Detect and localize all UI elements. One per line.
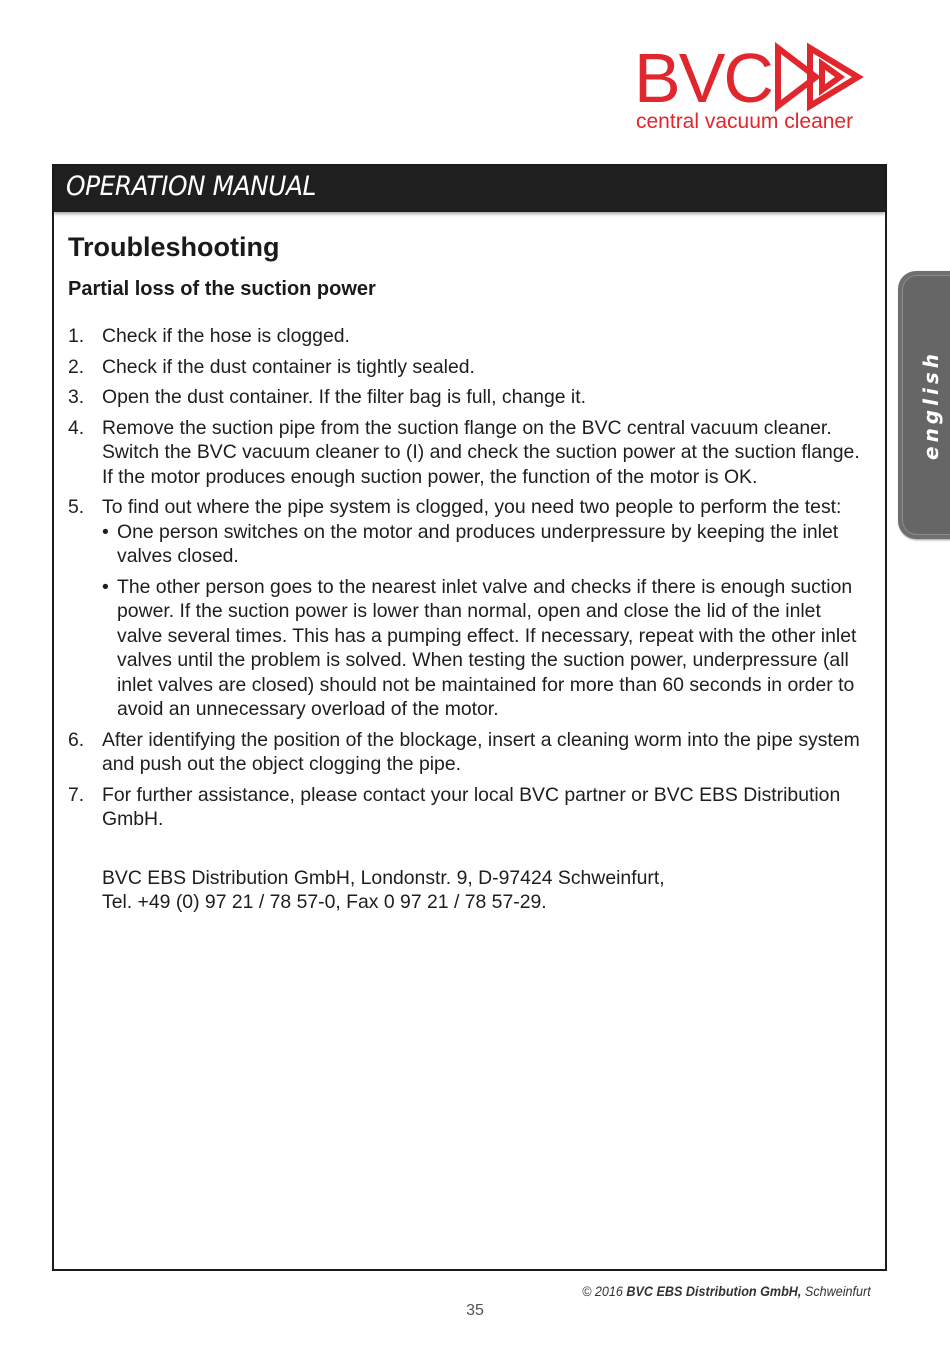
manual-frame: [52, 164, 887, 1271]
step-text: After identifying the position of the blockage, insert a cleaning worm into the pipe system and push out the object clogging the pipe.: [102, 728, 860, 775]
step-item: [68, 783, 868, 832]
step-number: 4.: [68, 416, 85, 439]
logo-arrow-mark-icon: [774, 42, 864, 112]
contact-address: [102, 866, 868, 915]
header-title: OPERATION MANUAL: [66, 171, 316, 202]
step-number: 6.: [68, 728, 85, 751]
copyright-notice: [582, 1283, 871, 1299]
step-item: [68, 495, 868, 722]
section-title: Troubleshooting: [68, 232, 280, 262]
step-number: 2.: [68, 355, 85, 378]
step-bullet-list: [102, 520, 868, 722]
step-text: Remove the suction pipe from the suction flange on the BVC central vacuum cleaner. Switch the BVC vacuum cleaner to (I) and check the suction power at the suction flange. If the motor produces enough suction power, the function of the motor is OK.: [102, 416, 860, 488]
steps-list: [68, 324, 868, 832]
content: [68, 230, 868, 915]
header-bar: [54, 166, 885, 212]
step-number: 5.: [68, 496, 85, 518]
step-number: 3.: [68, 386, 85, 408]
copyright-company: BVC EBS Distribution GmbH,: [626, 1283, 802, 1299]
copyright-prefix: © 2016: [582, 1283, 624, 1299]
step-item: [68, 416, 868, 490]
step-item: [68, 324, 868, 349]
step-item: [68, 355, 868, 380]
language-tab[interactable]: [898, 271, 950, 539]
step-text: Check if the dust container is tightly sealed.: [102, 355, 475, 378]
step-text: Check if the hose is clogged.: [102, 325, 350, 347]
copyright-city: Schweinfurt: [805, 1283, 871, 1299]
step-text: To find out where the pipe system is clogged, you need two people to perform the test:: [102, 496, 842, 518]
bullet-item: • One person switches on the motor and produces underpressure by keeping the inlet valves closed.: [102, 520, 868, 569]
bvc-logo: [634, 40, 874, 140]
step-text: Open the dust container. If the filter bag is full, change it.: [102, 386, 586, 408]
language-tab-inner: [902, 275, 950, 535]
language-tab-label: english: [918, 350, 943, 460]
bullet-item: • The other person goes to the nearest inlet valve and checks if there is enough suction power. If the suction power is lower than normal, open and close the lid of the inlet valve several times. This has a pumping effect. If necessary, repeat with the other inlet valves until the problem is solved. When testing the suction power, underpressure (all inlet valves are closed) should not be maintained for more than 60 seconds in order to avoid an unnecessary overload of the motor.: [102, 575, 868, 722]
phone-fax-line: Tel. +49 (0) 97 21 / 78 57-0, Fax 0 97 21 / 78 57-29.: [102, 891, 547, 913]
step-item: [68, 385, 868, 410]
step-item: [68, 728, 868, 777]
address-line: BVC EBS Distribution GmbH, Londonstr. 9, D-97424 Schweinfurt,: [102, 866, 665, 889]
step-number: 7.: [68, 783, 85, 806]
page-number: 35: [466, 1302, 484, 1319]
step-number: 1.: [68, 325, 85, 347]
logo-tagline: central vacuum cleaner: [636, 110, 854, 133]
logo-wordmark: BVC: [634, 39, 772, 117]
section-subtitle: Partial loss of the suction power: [68, 278, 376, 300]
step-text: For further assistance, please contact your local BVC partner or BVC EBS Distribution GmbH.: [102, 783, 841, 830]
